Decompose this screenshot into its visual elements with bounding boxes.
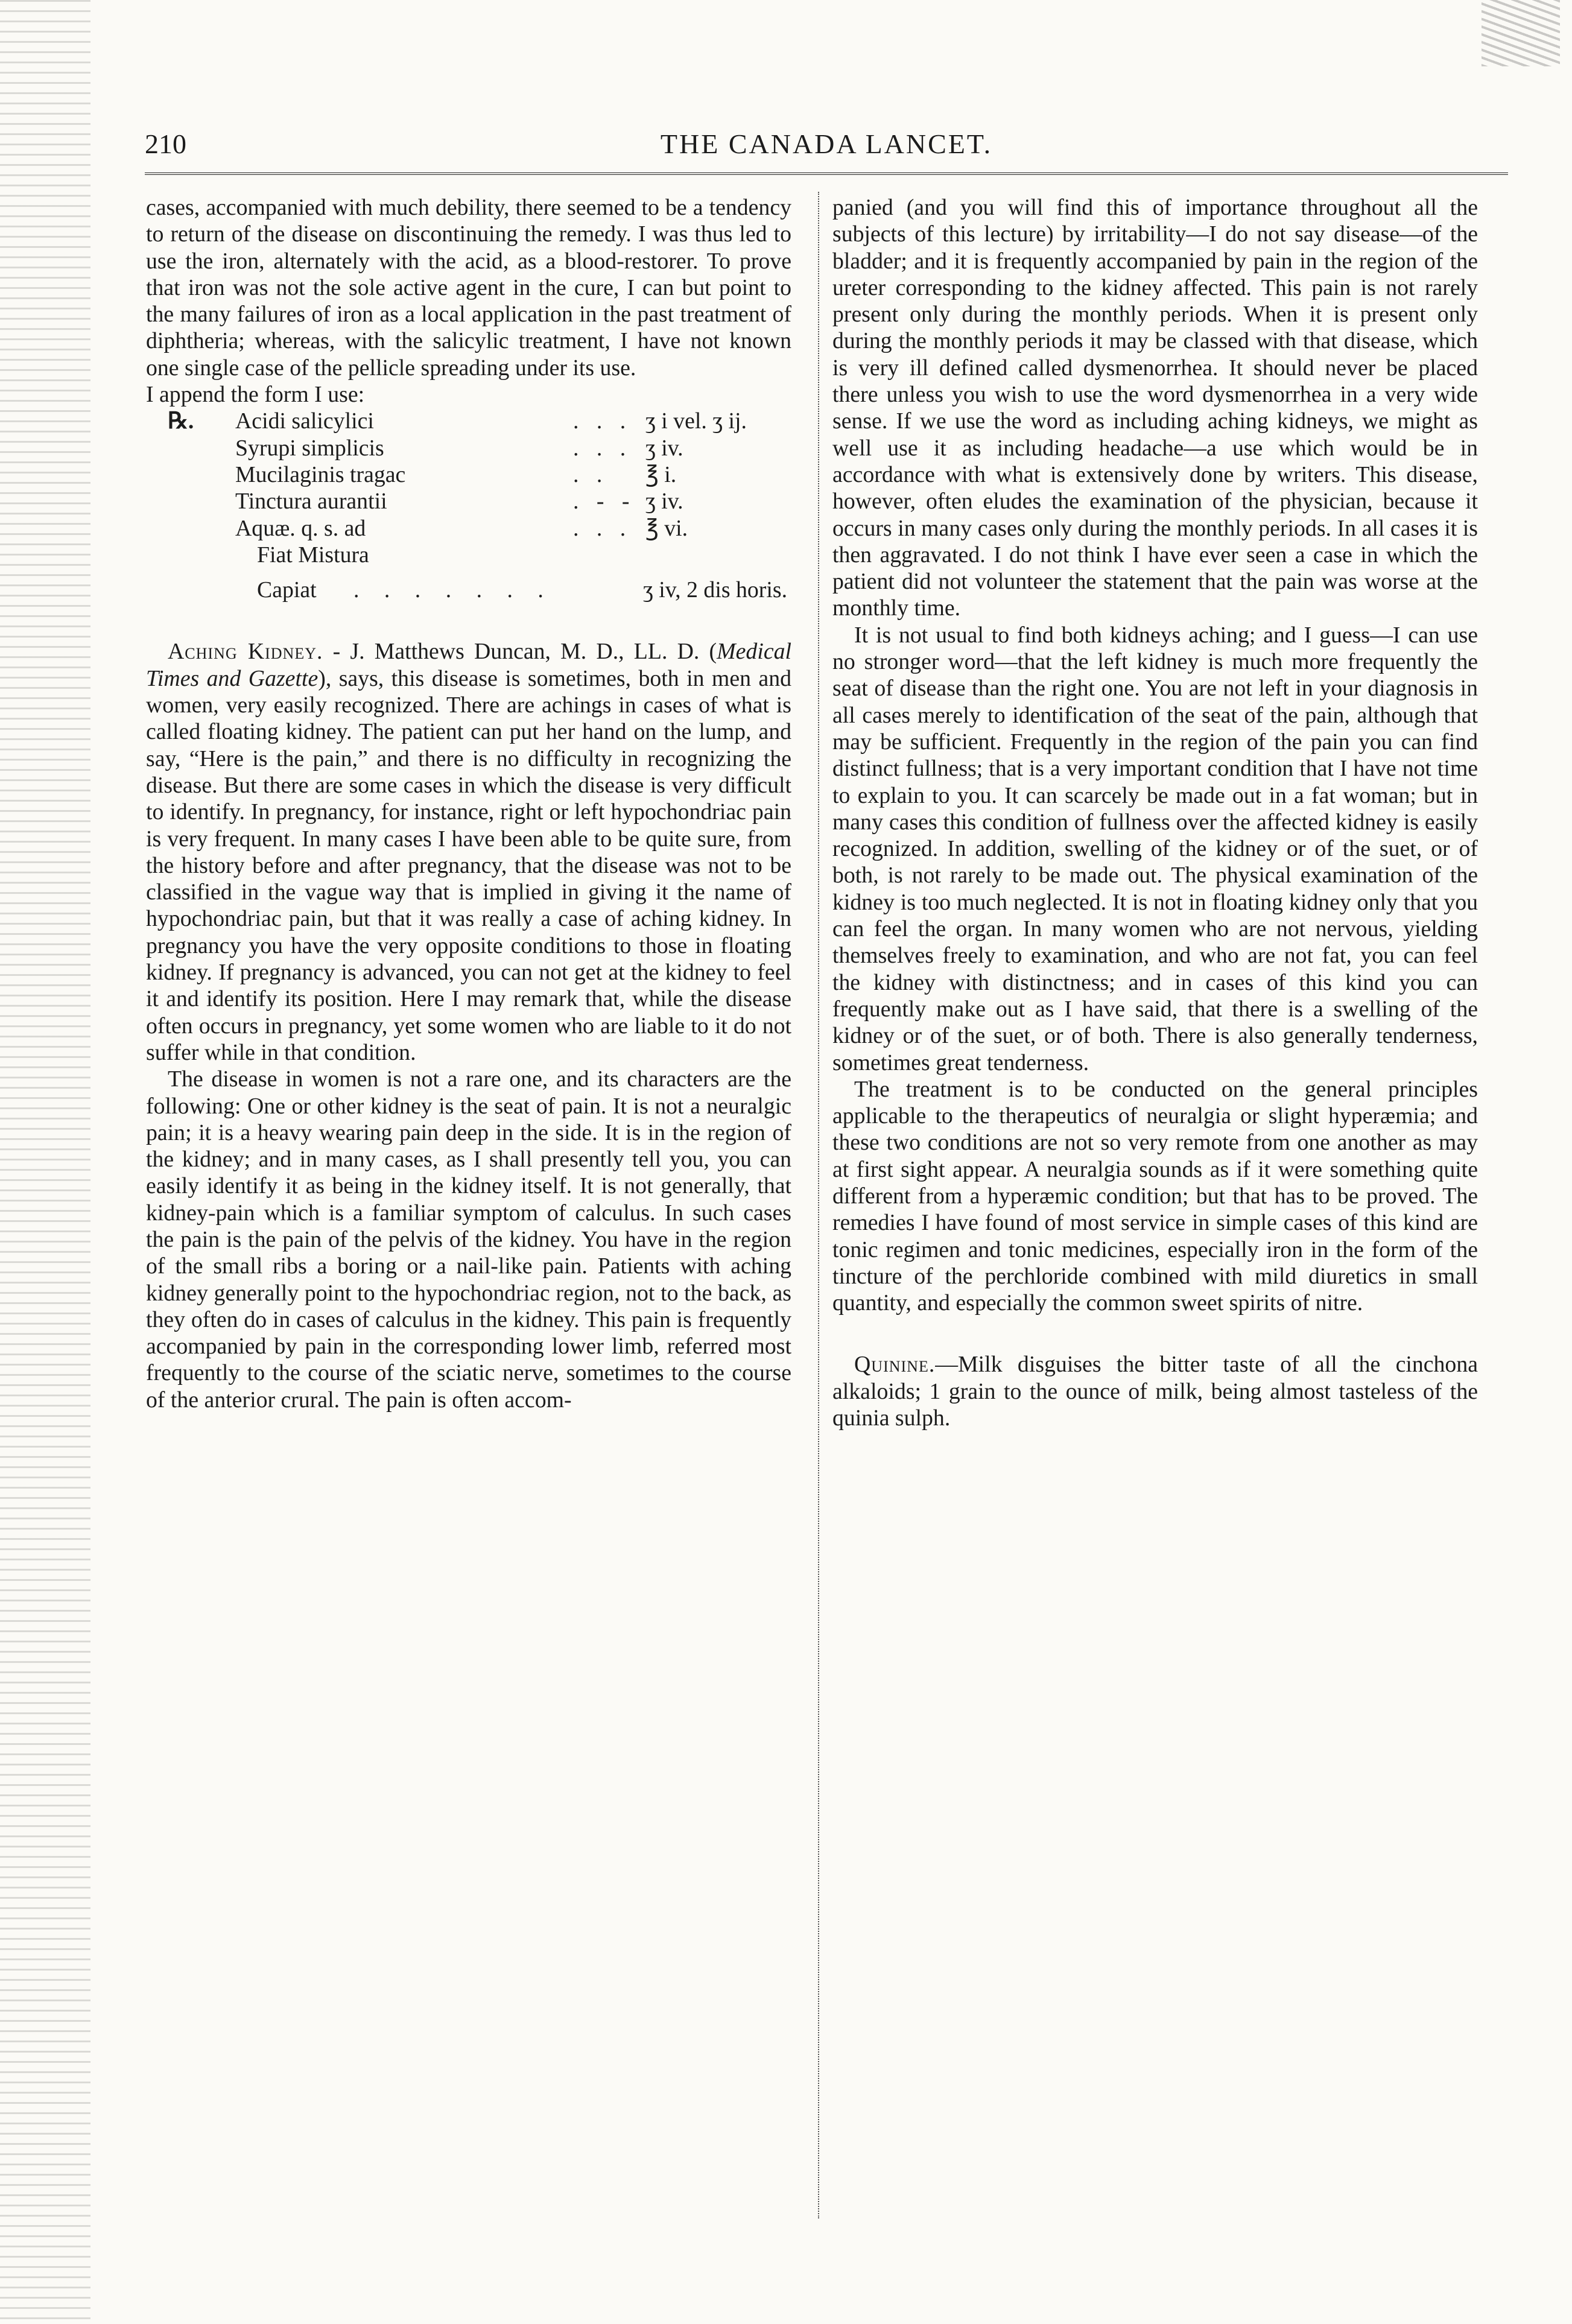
recipe-symbol — [168, 435, 235, 461]
author-citation: - J. Matthews Duncan, M. D., LL. D. ( — [323, 639, 717, 665]
journal-title: THE CANADA LANCET. — [660, 128, 993, 159]
left-column — [146, 194, 791, 2221]
paragraph-kidney-fullness: It is not usual to find both kidneys aching; and I guess—I can use no stronger word—that the left kidney is much more frequently the seat of disease than the right one. You are not left in your diagnosis in all cases merely to identification of the seat of the pain, although that may be sufficient. Frequently in the region of the pain you can find distinct fullness; that is a very important condition that I have not time to explain to you. It can scarcely be made out in a fat woman; but in many cases this condition of fullness over the affected kidney is easily recognized. In addition, swelling of the kidney or of the suet, or of both, is not rarely to be made out. The physical examination of the kidney is too much neglected. It is not in floating kidney only that you can feel the organ. In many women who are not nervous, yielding themselves freely to examination, and who are not fat, you can feel the kidney with distinctness; and in cases of this kind you can frequently make out as I have said, that there is a swelling of the kidney or of the suet, or of both. There is also generally tenderness, sometimes great tenderness. — [832, 622, 1478, 1075]
ingredient-amount: ʒ iv. — [645, 435, 683, 461]
header-rule — [145, 173, 1508, 175]
paragraph-body: ), says, this disease is sometimes, both in men and women, very easily recognized. There are achings in cases of what is called floating kidney. The patient can put her hand on the lump, and say, “Here is the pain,” and there is no difficulty in recognizing the disease. But there are some cases in which the disease is very difficult to identify. In pregnancy, for instance, right or left hypochondriac pain is very frequent. In many cases I have been able to be quite sure, from the history before and after pregnancy, that the disease was not to be classified in the vague way that is implied in giving it the name of hypochondriac pain, but that it was really a case of aching kidney. In pregnancy you have the very opposite conditions to those in floating kidney. If pregnancy is advanced, you can not get at the kidney to feel it and identify its position. Here I may remark that, while the disease often occurs in pregnancy, yet some women who are liable to it do not suffer while in that condition. — [146, 665, 791, 1065]
ingredient-amount: ʒ i vel. ʒ ij. — [645, 408, 747, 434]
paragraph-quinine — [832, 1351, 1478, 1431]
formula-intro: I append the form I use: — [146, 382, 365, 408]
column-divider — [818, 192, 819, 2218]
ingredient-amount: ℥ vi. — [645, 515, 688, 541]
ingredient-amount: ℥ i. — [645, 461, 677, 487]
prescription-block — [168, 408, 791, 603]
ingredient-name: Acidi salicylici — [235, 408, 374, 434]
capiat-line — [257, 577, 791, 603]
section-heading-quinine: Quinine. — [854, 1352, 936, 1378]
prescription-line — [168, 408, 791, 434]
prescription-line — [168, 461, 791, 488]
paragraph-aching-kidney — [146, 638, 791, 1066]
leader-dots: . . — [573, 461, 609, 487]
paragraph-body: —Milk disguises the bitter taste of all the cinchona alkaloids; 1 grain to the ounce of milk, being almost tasteless of the quinia sulph. — [832, 1352, 1478, 1431]
recipe-symbol — [168, 461, 235, 488]
section-heading-aching-kidney: Aching Kidney. — [168, 639, 323, 665]
capiat-label: Capiat — [257, 577, 317, 603]
capiat-dose: ʒ iv, 2 dis horis. — [643, 577, 788, 603]
ingredient-name: Mucilaginis tragac — [235, 461, 406, 487]
leader-dots: . . . — [573, 435, 632, 461]
paragraph-characters: The disease in women is not a rare one, and its characters are the following: One or other kidney is the seat of pain. It is not a neuralgic pain; it is a heavy wearing pain deep in the side. It is in the region of the kidney; and in many cases, as I shall presently tell you, you can easily identify it as being in the kidney itself. It is not generally, that kidney-pain which is a familiar symptom of calculus. In such cases the pain is the pain of the pelvis of the kidney. You have in the region of the small ribs a boring or a nail-like pain. Patients with aching kidney generally point to the hypochondriac region, not to the back, as they often do in cases of calculus in the kidney. This pain is frequently accompanied by pain in the corresponding lower limb, referred most frequently to the course of the sciatic nerve, sometimes to the course of the anterior crural. The pain is often accom- — [146, 1066, 791, 1413]
prescription-line — [168, 488, 791, 515]
recipe-symbol — [168, 488, 235, 515]
leader-dots: . . . — [573, 408, 632, 434]
prescription-line — [168, 435, 791, 461]
paragraph-treatment: The treatment is to be conducted on the general principles applicable to the therapeutics of neuralgia or slight hyperæmia; and these two conditions are not so very remote from one another as may at first sight appear. A neuralgia sounds as if it were something quite different from a hyperæmic condition; but that has to be proved. The remedies I have found of most service in simple cases of this kind are tonic regimen and tonic medicines, especially iron in the form of the tincture of the perchloride combined with mild diuretics in small quantity, and especially the common sweet spirits of nitre. — [832, 1076, 1478, 1316]
leader-dots: . . . . . . . — [353, 577, 553, 603]
paragraph-continued: panied (and you will find this of importance throughout all the subjects of this lecture) by irritability—I do not say disease—of the bladder; and it is frequently accompanied by pain in the region of the ureter corresponding to the kidney affected. This pain is not rarely present only during the monthly periods. When it is present only during the monthly periods it may be classed with that disease, which is very ill defined called dysmenorrhea. It should never be placed there unless you wish to use the word dysmenorrhea in a very wide sense. If we use the word as including aching kidneys, we might as well use it as including headache—a use which would be in accordance with what is extensively done by writers. This disease, however, often eludes the examination of the physician, because it occurs in many cases only during the monthly periods. In all cases it is then aggravated. I do not think I have ever seen a case in which the patient did not volunteer the statement that the pain was worse at the monthly time. — [832, 195, 1478, 621]
binding-edge-decoration — [0, 0, 90, 2324]
leader-dots: . . . — [573, 515, 632, 541]
prescription-line — [168, 515, 791, 542]
ingredient-amount: ʒ iv. — [645, 489, 683, 515]
right-column — [832, 194, 1478, 2221]
source-journal: Medical Times and Gazette — [146, 639, 791, 691]
fiat-mistura: Fiat Mistura — [257, 542, 369, 568]
recipe-symbol: ℞. — [168, 408, 194, 434]
corner-scan-mark — [1482, 0, 1560, 66]
paragraph-diphtheria-treatment: cases, accompanied with much debility, there seemed to be a tendency to return of the disease on discontinuing the remedy. I was thus led to use the iron, alternately with the acid, as a blood-restorer. To prove that iron was not the sole active agent in the cure, I can but point to the many failures of iron as a local application in the past treatment of diphtheria; whereas, with the salicylic treatment, I have not known one single case of the pellicle spreading under its use. — [146, 195, 791, 381]
recipe-symbol — [168, 515, 235, 542]
ingredient-name: Tinctura aurantii — [235, 489, 387, 515]
page-header — [145, 121, 1508, 175]
ingredient-name: Syrupi simplicis — [235, 435, 384, 461]
page-number: 210 — [145, 128, 186, 159]
ingredient-name: Aquæ. q. s. ad — [235, 515, 366, 541]
leader-dots: . - - — [573, 489, 636, 515]
